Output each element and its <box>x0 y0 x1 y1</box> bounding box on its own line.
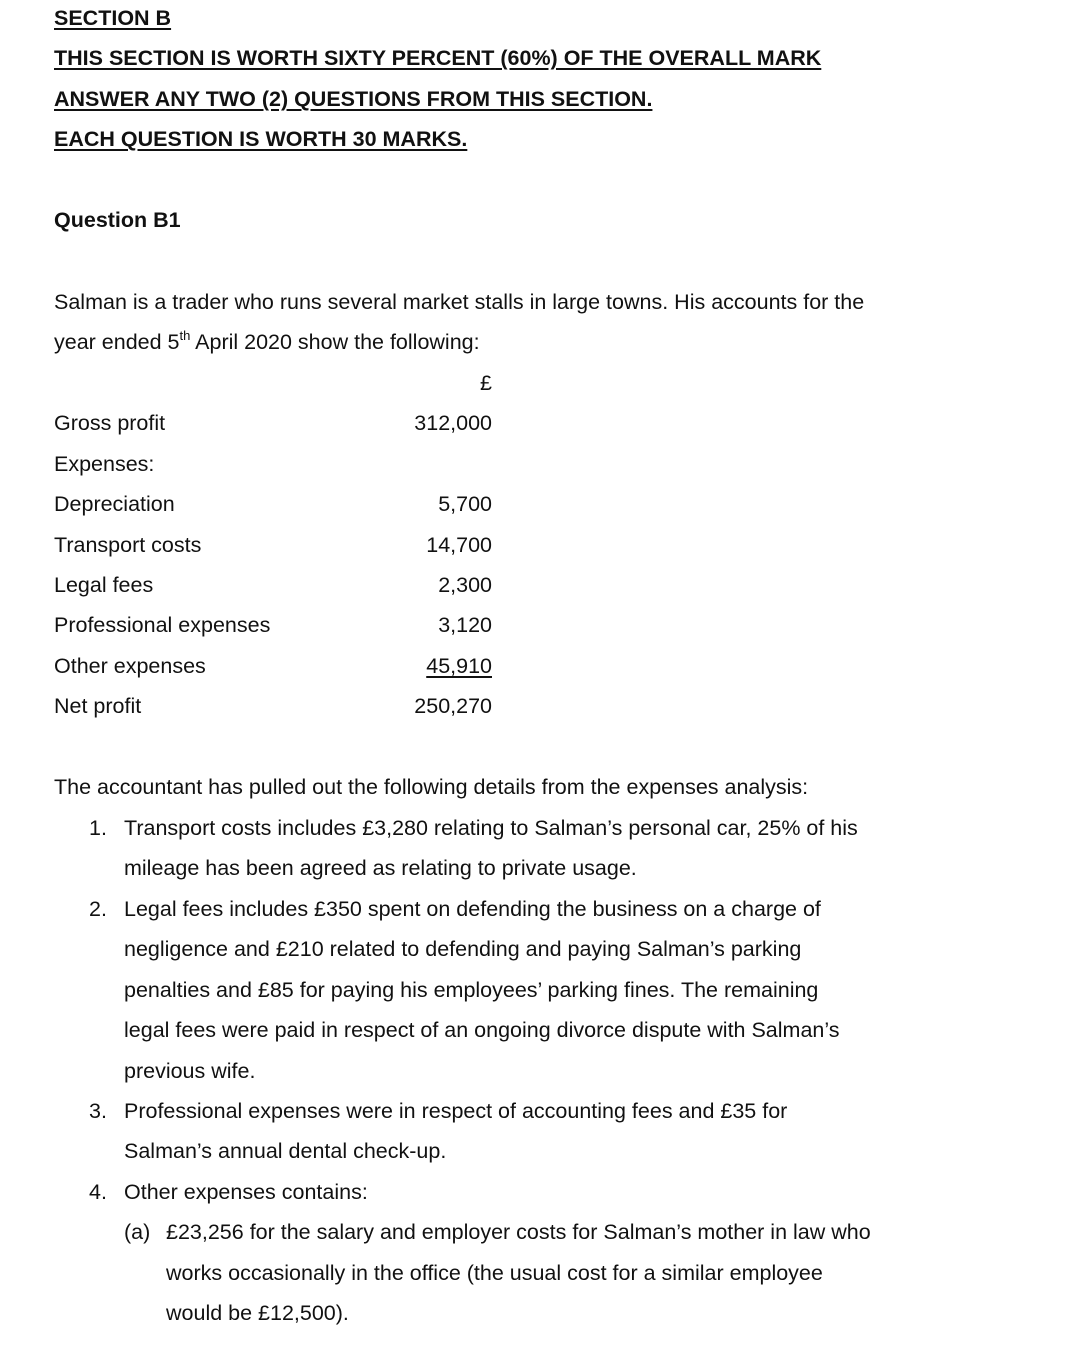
list-number: 4. <box>89 1180 107 1204</box>
account-row-label: Legal fees <box>54 573 154 597</box>
list-item-line: Other expenses contains: <box>124 1180 368 1204</box>
account-row-value: 250,270 <box>414 694 492 718</box>
account-row-value: 14,700 <box>426 533 492 557</box>
question-title: Question B1 <box>54 208 181 232</box>
account-row-value: 2,300 <box>438 573 492 597</box>
account-row-label: Gross profit <box>54 411 166 435</box>
question-intro-line1: Salman is a trader who runs several market stalls in large towns. His accounts for the <box>54 290 865 314</box>
list-item-line: previous wife. <box>124 1059 256 1083</box>
list-item-line: Legal fees includes £350 spent on defending the business on a charge of <box>124 897 821 921</box>
ordinal-suffix: th <box>179 327 191 343</box>
section-instruction: ANSWER ANY TWO (2) QUESTIONS FROM THIS SECTION. <box>54 87 653 111</box>
account-row-label: Depreciation <box>54 492 175 516</box>
list-number: 2. <box>89 897 107 921</box>
account-row-label: Professional expenses <box>54 613 271 637</box>
intro-line2-start: year ended 5 <box>54 330 180 354</box>
list-item-line: negligence and £210 related to defending and paying Salman’s parking <box>124 937 802 961</box>
list-number: 3. <box>89 1099 107 1123</box>
intro-line2-end: April 2020 show the following: <box>190 330 480 354</box>
currency-header: £ <box>480 371 492 395</box>
section-marks: EACH QUESTION IS WORTH 30 MARKS. <box>54 127 468 151</box>
subitem-line: works occasionally in the office (the usual cost for a similar employee <box>166 1261 823 1285</box>
list-item-line: Transport costs includes £3,280 relating to Salman’s personal car, 25% of his <box>124 816 858 840</box>
account-row-label: Net profit <box>54 694 142 718</box>
list-number: 1. <box>89 816 107 840</box>
subitem-line: would be £12,500). <box>166 1301 349 1325</box>
account-row-label: Transport costs <box>54 533 202 557</box>
list-item-line: legal fees were paid in respect of an ongoing divorce dispute with Salman’s <box>124 1018 840 1042</box>
subitem-line: £23,256 for the salary and employer costs for Salman’s mother in law who <box>166 1220 871 1244</box>
list-item-line: Salman’s annual dental check-up. <box>124 1139 447 1163</box>
section-title: SECTION B <box>54 6 172 30</box>
list-item-line: penalties and £85 for paying his employees’ parking fines. The remaining <box>124 978 819 1002</box>
account-row-value <box>292 654 492 679</box>
details-intro: The accountant has pulled out the following details from the expenses analysis: <box>54 775 809 799</box>
account-row-label: Expenses: <box>54 452 155 476</box>
account-row-value: 312,000 <box>414 411 492 435</box>
section-worth: THIS SECTION IS WORTH SIXTY PERCENT (60%) OF THE OVERALL MARK <box>54 46 822 70</box>
account-row-value: 5,700 <box>438 492 492 516</box>
account-row-label: Other expenses <box>54 654 206 678</box>
subitem-label: (a) <box>124 1220 151 1244</box>
account-row-value: 3,120 <box>438 613 492 637</box>
underlined-total-value: 45,910 <box>426 654 492 678</box>
list-item-line: mileage has been agreed as relating to private usage. <box>124 856 637 880</box>
question-intro-line2 <box>54 327 480 355</box>
list-item-line: Professional expenses were in respect of accounting fees and £35 for <box>124 1099 788 1123</box>
